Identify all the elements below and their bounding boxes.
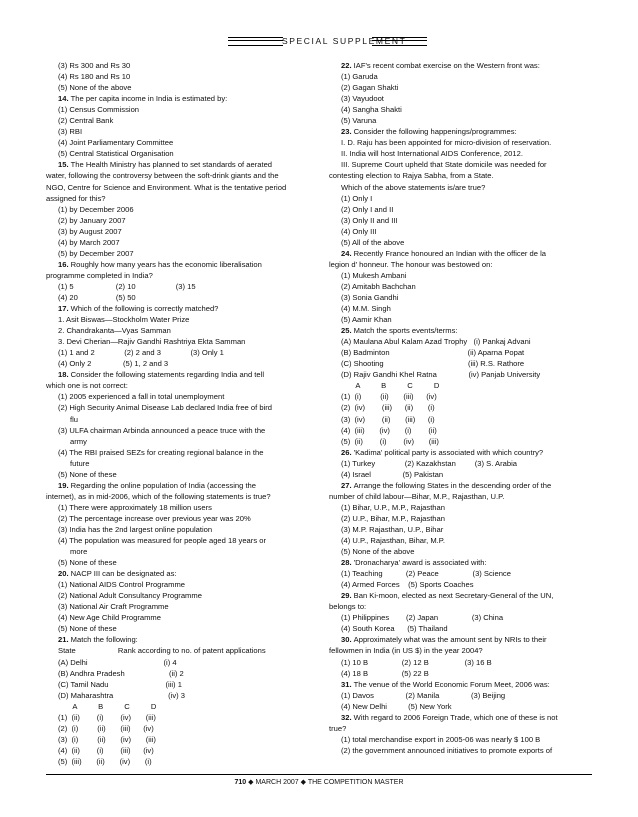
left-text-line: (1) by December 2006 — [58, 204, 134, 214]
right-text-line: (2) the government announced initiatives to promote exports of — [341, 745, 553, 755]
question-number: 18. — [58, 370, 71, 380]
question-number: 31. — [341, 679, 354, 689]
right-text-line: II. India will host International AIDS Conference, 2012. — [341, 149, 523, 159]
right-text-line: (2) Only I and II — [341, 204, 394, 214]
right-text-line: (2) U.P., Bihar, M.P., Rajasthan — [341, 513, 445, 523]
right-text-line: (4) Only III — [341, 226, 377, 236]
right-text-line: (4) Israel (5) Pakistan — [341, 469, 444, 479]
left-text-line: (A) Delhi (i) 4 — [58, 657, 177, 667]
question-text: Consider the following statements regarding India and tell — [70, 370, 265, 380]
left-text-line: (1) There were approximately 18 million users — [58, 502, 212, 512]
right-text-line: (1) Davos (2) Manila (3) Beijing — [341, 690, 506, 700]
question-number: 21. — [58, 635, 71, 645]
left-text-line: (4) Rs 180 and Rs 10 — [58, 72, 131, 82]
left-text-line: (3) RBI — [58, 127, 83, 137]
right-text-line: (5) Aamir Khan — [341, 315, 392, 325]
left-text-line — [46, 634, 308, 645]
left-text-line: (3) National Air Craft Programme — [58, 602, 169, 612]
page-number: 710 — [234, 779, 247, 786]
right-text-line — [329, 557, 591, 568]
question-text: NACP III can be designated as: — [70, 569, 177, 579]
left-text-line: 1. Asit Biswas—Stockholm Water Prize — [58, 315, 190, 325]
right-column — [329, 60, 591, 756]
left-text-line — [46, 93, 308, 104]
question-text: Ban Ki-moon, elected as next Secretary-General of the UN, — [353, 591, 554, 601]
left-text-line: (2) The percentage increase over previous year was 20% — [58, 513, 251, 523]
right-text-line: (3) Vayudoot — [341, 94, 384, 104]
left-text-line: (B) Andhra Pradesh (ii) 2 — [58, 668, 184, 678]
right-text-line: (4) New Delhi (5) New York — [341, 701, 452, 711]
right-text-line: (4) (iii) (iv) (i) (ii) — [341, 425, 437, 435]
question-text: Match the sports events/terms: — [353, 326, 458, 336]
right-text-line: true? — [329, 723, 347, 733]
footer-text — [0, 777, 638, 789]
left-text-line: (3) Rs 300 and Rs 30 — [58, 61, 131, 70]
question-text: Approximately what was the amount sent by NRIs to their — [353, 635, 547, 645]
question-text: Roughly how many years has the economic liberalisation — [70, 259, 262, 269]
left-text-line: programme completed in India? — [46, 270, 153, 280]
right-text-line: III. Supreme Court upheld that State domicile was needed for — [341, 160, 547, 170]
footer-diamond-icon: ◆ — [300, 779, 306, 786]
right-text-line: (1) Turkey (2) Kazakhstan (3) S. Arabia — [341, 458, 517, 468]
header-rule-right — [372, 37, 427, 46]
question-text: IAF's recent combat exercise on the Western front was: — [353, 61, 540, 70]
question-number: 26. — [341, 447, 354, 457]
left-text-line: (3) by August 2007 — [58, 226, 122, 236]
left-text-line — [46, 369, 308, 380]
left-text-line: (C) Tamil Nadu (iii) 1 — [58, 679, 182, 689]
left-text-line: (5) (iii) (ii) (iv) (i) — [58, 756, 152, 766]
right-text-line — [329, 712, 591, 723]
right-text-line: number of child labour—Bihar, M.P., Rajasthan, U.P. — [329, 491, 505, 501]
left-text-line: (5) Central Statistical Organisation — [58, 149, 174, 159]
left-text-line: (2) High Security Animal Disease Lab declared India free of bird — [58, 403, 273, 413]
left-text-line: (4) 20 (5) 50 — [58, 292, 136, 302]
left-text-line — [46, 480, 308, 491]
right-text-line: (4) Sangha Shakti — [341, 105, 402, 115]
right-text-line: (4) U.P., Rajasthan, Bihar, M.P. — [341, 536, 445, 546]
right-text-line — [329, 248, 591, 259]
question-number: 16. — [58, 259, 71, 269]
left-text-line: assigned for this? — [46, 193, 106, 203]
left-text-line: NGO, Centre for Science and Environment. What is the tentative period — [46, 182, 287, 192]
right-text-line: (1) Philippines (2) Japan (3) China — [341, 613, 504, 623]
question-number: 24. — [341, 248, 354, 258]
question-number: 19. — [58, 480, 71, 490]
left-text-line: future — [70, 458, 90, 468]
right-text-line: (3) (iv) (ii) (iii) (i) — [341, 414, 435, 424]
question-number: 20. — [58, 569, 71, 579]
question-text: 'Kadima' political party is associated with which country? — [353, 447, 544, 457]
left-text-line — [46, 568, 308, 579]
right-text-line: I. D. Raju has been appointed for micro-division of reservation. — [341, 138, 552, 148]
left-text-line: (1) Census Commission — [58, 105, 140, 115]
left-text-line: which one is not correct: — [46, 381, 128, 391]
left-text-line: internet), as in mid-2006, which of the following statements is true? — [46, 491, 271, 501]
right-text-line — [329, 447, 591, 458]
left-text-line: (5) None of these — [58, 624, 117, 634]
right-text-line: (1) total merchandise export in 2005-06 was nearly $ 100 B — [341, 734, 541, 744]
left-text-line: flu — [70, 414, 79, 424]
left-text-line: State Rank according to no. of patent applications — [58, 646, 266, 656]
page-header — [0, 34, 638, 48]
left-text-line: (2) National Adult Consultancy Programme — [58, 591, 202, 601]
left-text-line: (5) None of the above — [58, 83, 132, 93]
question-number: 23. — [341, 127, 354, 137]
right-text-line — [329, 126, 591, 137]
right-text-line: (1) (i) (ii) (iii) (iv) — [341, 392, 437, 402]
question-text: Which of the following is correctly matched? — [70, 304, 219, 314]
right-text-line: legion d' honneur. The honour was bestowed on: — [329, 259, 493, 269]
question-text: 'Dronacharya' award is associated with: — [353, 558, 487, 568]
right-text-line: A B C D — [341, 381, 440, 391]
right-text-line: (1) Garuda — [341, 72, 378, 82]
left-text-line: (2) (i) (ii) (iii) (iv) — [58, 723, 154, 733]
left-text-line: water, following the controversy between the soft-drink giants and the — [46, 171, 279, 181]
question-number: 15. — [58, 160, 71, 170]
question-text: The Health Ministry has planned to set standards of aerated — [70, 160, 273, 170]
left-text-line: (3) India has the 2nd largest online population — [58, 524, 213, 534]
left-text-line: (1) National AIDS Control Programme — [58, 580, 186, 590]
right-text-line: (1) Only I — [341, 193, 373, 203]
footer-issue: MARCH 2007 — [255, 779, 299, 786]
question-number: 28. — [341, 558, 354, 568]
left-text-line: (4) Only 2 (5) 1, 2 and 3 — [58, 359, 169, 369]
right-text-line: (C) Shooting (iii) R.S. Rathore — [341, 359, 525, 369]
left-text-line: (1) 1 and 2 (2) 2 and 3 (3) Only 1 — [58, 348, 224, 358]
footer-magazine: THE COMPETITION MASTER — [307, 779, 404, 786]
question-text: The venue of the World Economic Forum Meet, 2006 was: — [353, 679, 550, 689]
question-number: 27. — [341, 480, 354, 490]
question-number: 32. — [341, 712, 354, 722]
footer-rule — [46, 774, 592, 775]
left-text-line: 2. Chandrakanta—Vyas Samman — [58, 326, 171, 336]
right-text-line: (3) Sonia Gandhi — [341, 292, 399, 302]
right-text-line: (2) Amitabh Bachchan — [341, 281, 416, 291]
right-text-line: Which of the above statements is/are true? — [341, 182, 486, 192]
left-column — [46, 60, 308, 767]
left-text-line: (4) Joint Parliamentary Committee — [58, 138, 174, 148]
right-text-line: contesting election to Rajya Sabha, from a State. — [329, 171, 494, 181]
header-title: SPECIAL SUPPLEMENT — [282, 36, 407, 46]
right-text-line — [329, 590, 591, 601]
left-text-line: (5) by December 2007 — [58, 248, 134, 258]
left-text-line: (5) None of these — [58, 558, 117, 568]
left-text-line: (2) by January 2007 — [58, 215, 126, 225]
right-text-line — [329, 679, 591, 690]
question-number: 29. — [341, 591, 354, 601]
right-text-line: (4) M.M. Singh — [341, 304, 391, 314]
left-text-line: (2) Central Bank — [58, 116, 114, 126]
right-text-line: (5) (ii) (i) (iv) (iii) — [341, 436, 439, 446]
right-text-line: (B) Badminton (ii) Aparna Popat — [341, 348, 525, 358]
left-text-line — [46, 159, 308, 170]
left-text-line: (5) None of these — [58, 469, 117, 479]
question-text: Recently France honoured an Indian with the officer de la — [353, 248, 547, 258]
right-text-line: (1) Mukesh Ambani — [341, 270, 407, 280]
left-text-line: (3) ULFA chairman Arbinda announced a peace truce with the — [58, 425, 266, 435]
right-text-line: (2) (iv) (iii) (ii) (i) — [341, 403, 435, 413]
left-text-line: (1) 5 (2) 10 (3) 15 — [58, 281, 196, 291]
right-text-line: (4) South Korea (5) Thailand — [341, 624, 448, 634]
question-number: 17. — [58, 304, 71, 314]
header-rule-left — [228, 37, 283, 46]
right-text-line: (5) None of the above — [341, 547, 415, 557]
right-text-line: (5) Varuna — [341, 116, 377, 126]
right-text-line: (4) Armed Forces (5) Sports Coaches — [341, 580, 474, 590]
left-text-line: (4) (ii) (i) (iii) (iv) — [58, 745, 154, 755]
question-text: With regard to 2006 Foreign Trade, which one of these is not — [353, 712, 558, 722]
right-text-line: (4) 18 B (5) 22 B — [341, 668, 429, 678]
question-text: Consider the following happenings/programmes: — [353, 127, 517, 137]
left-text-line: (1) 2005 experienced a fall in total unemployment — [58, 392, 225, 402]
right-text-line: (1) Bihar, U.P., M.P., Rajasthan — [341, 502, 445, 512]
right-text-line: (1) 10 B (2) 12 B (3) 16 B — [341, 657, 492, 667]
right-text-line: (2) Gagan Shakti — [341, 83, 399, 93]
left-text-line: (1) (ii) (i) (iv) (iii) — [58, 712, 156, 722]
question-number: 14. — [58, 94, 71, 104]
left-text-line — [46, 303, 308, 314]
footer-diamond-icon: ◆ — [248, 779, 254, 786]
left-text-line: A B C D — [58, 701, 157, 711]
right-text-line: belongs to: — [329, 602, 367, 612]
right-text-line — [329, 325, 591, 336]
question-text: The per capita income in India is estimated by: — [70, 94, 228, 104]
right-text-line — [329, 60, 591, 71]
left-text-line: (4) by March 2007 — [58, 237, 120, 247]
left-text-line: (4) New Age Child Programme — [58, 613, 161, 623]
left-text-line: 3. Devi Cherian—Rajiv Gandhi Rashtriya Ekta Samman — [58, 337, 246, 347]
question-text: Arrange the following States in the descending order of the — [353, 480, 552, 490]
right-text-line: (A) Maulana Abul Kalam Azad Trophy (i) Pankaj Advani — [341, 337, 531, 347]
left-text-line: (4) The RBI praised SEZs for creating regional balance in the — [58, 447, 264, 457]
question-number: 25. — [341, 326, 354, 336]
right-text-line — [329, 634, 591, 645]
right-text-line: fellowmen in India (in US $) in the year 2004? — [329, 646, 483, 656]
left-text-line: (D) Maharashtra (iv) 3 — [58, 690, 186, 700]
right-text-line: (D) Rajiv Gandhi Khel Ratna (iv) Panjab University — [341, 370, 541, 380]
left-text-line: army — [70, 436, 87, 446]
right-text-line: (5) All of the above — [341, 237, 405, 247]
question-number: 30. — [341, 635, 354, 645]
right-text-line — [329, 480, 591, 491]
question-text: Regarding the online population of India (accessing the — [70, 480, 257, 490]
left-text-line: (4) The population was measured for people aged 18 years or — [58, 536, 266, 546]
right-text-line: (3) Only II and III — [341, 215, 398, 225]
page-footer — [0, 774, 638, 788]
question-number: 22. — [341, 61, 354, 70]
question-text: Match the following: — [70, 635, 138, 645]
right-text-line: (3) M.P. Rajasthan, U.P., Bihar — [341, 524, 444, 534]
left-text-line — [46, 259, 308, 270]
left-text-line: more — [70, 547, 88, 557]
left-text-line: (3) (i) (ii) (iv) (iii) — [58, 734, 156, 744]
right-text-line: (1) Teaching (2) Peace (3) Science — [341, 569, 511, 579]
